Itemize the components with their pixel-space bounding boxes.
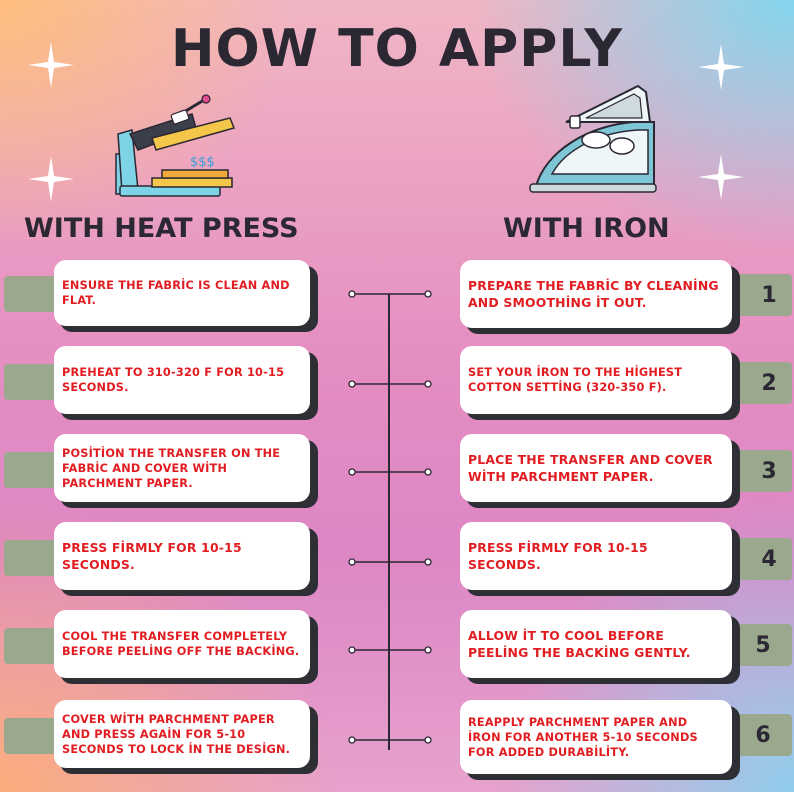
step-number: 4 (761, 546, 777, 572)
heat-press-step-4 (54, 522, 310, 590)
svg-text:$$$: $$$ (190, 155, 215, 170)
step-text: PREPARE THE FABRİC BY CLEANİNG AND SMOOTHİNG İT OUT. (468, 278, 719, 310)
iron-step-4 (460, 522, 732, 590)
iron-heading: WITH IRON (503, 213, 670, 244)
sparkle-icon (26, 40, 76, 90)
iron-step-1 (460, 260, 732, 328)
steam-iron-icon (526, 82, 662, 196)
heat-press-icon (112, 94, 242, 200)
step-text: PREHEAT TO 310-320 F FOR 10-15 SECONDS. (62, 366, 285, 394)
step-text: PRESS FİRMLY FOR 10-15 SECONDS. (62, 540, 242, 572)
step-text: COOL THE TRANSFER COMPLETELY BEFORE PEELİNG OFF THE BACKİNG. (62, 630, 300, 658)
heat-press-step-6 (54, 700, 310, 768)
heat-press-step-2 (54, 346, 310, 414)
heat-press-heading: WITH HEAT PRESS (24, 213, 299, 244)
step-text: COVER WİTH PARCHMENT PAPER AND PRESS AGAİN FOR 5-10 SECONDS TO LOCK İN THE DESİGN. (62, 712, 291, 756)
iron-step-3 (460, 434, 732, 502)
step-connector (340, 280, 440, 780)
iron-step-5 (460, 610, 732, 678)
step-number: 5 (755, 632, 771, 658)
step-text: ALLOW İT TO COOL BEFORE PEELİNG THE BACKİNG GENTLY. (468, 628, 691, 660)
page-title: HOW TO APPLY (170, 19, 624, 79)
step-text: PRESS FİRMLY FOR 10-15 SECONDS. (468, 540, 648, 572)
step-text: POSİTİON THE TRANSFER ON THE FABRİC AND COVER WİTH PARCHMENT PAPER. (62, 446, 281, 490)
step-text: REAPPLY PARCHMENT PAPER AND İRON FOR ANOTHER 5-10 SECONDS FOR ADDED DURABİLİTY. (468, 715, 698, 759)
step-number: 1 (761, 282, 777, 308)
step-text: ENSURE THE FABRİC IS CLEAN AND FLAT. (62, 279, 290, 307)
heat-press-step-1 (54, 260, 310, 326)
iron-step-6 (460, 700, 732, 774)
step-number: 3 (761, 458, 777, 484)
sparkle-icon (696, 42, 746, 92)
step-text: SET YOUR İRON TO THE HİGHEST COTTON SETTİNG (320-350 F). (468, 366, 683, 394)
heat-press-step-5 (54, 610, 310, 678)
sparkle-icon (696, 152, 746, 202)
step-number: 2 (761, 370, 777, 396)
step-number: 6 (755, 722, 771, 748)
heat-press-step-3 (54, 434, 310, 502)
sparkle-icon (26, 154, 76, 204)
step-text: PLACE THE TRANSFER AND COVER WİTH PARCHMENT PAPER. (468, 452, 713, 484)
iron-step-2 (460, 346, 732, 414)
